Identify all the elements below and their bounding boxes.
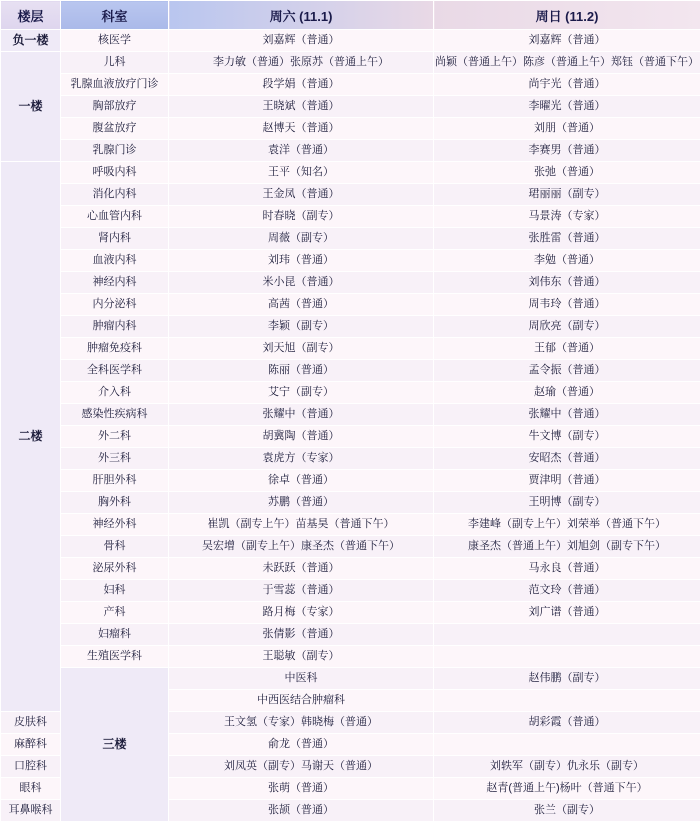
- sunday-doctors: 尚颖（普通上午）陈彦（普通上午）郑钰（普通下午）: [434, 52, 700, 74]
- department-name: 胸外科: [61, 492, 169, 514]
- column-header-saturday: 周六 (11.1): [169, 1, 434, 30]
- saturday-doctors: 赵博天（普通）: [169, 118, 434, 140]
- sunday-doctors: 马永良（普通）: [434, 558, 700, 580]
- saturday-doctors: 刘玮（普通）: [169, 250, 434, 272]
- department-name: 肝胆外科: [61, 470, 169, 492]
- table-row: [1, 602, 700, 624]
- saturday-doctors: 胡冀陶（普通）: [169, 426, 434, 448]
- department-name: 中西医结合肿瘤科: [169, 690, 434, 712]
- sunday-doctors: [434, 624, 700, 646]
- sunday-doctors: 胡彩霞（普通）: [434, 712, 700, 734]
- table-row: [1, 492, 700, 514]
- saturday-doctors: 路月梅（专家）: [169, 602, 434, 624]
- saturday-doctors: [434, 690, 700, 712]
- department-name: 肿瘤内科: [61, 316, 169, 338]
- table-header-row: [1, 1, 700, 30]
- sunday-doctors: [434, 734, 700, 756]
- sunday-doctors: 李建峰（副专上午）刘荣举（普通下午）: [434, 514, 700, 536]
- saturday-doctors: 刘天旭（副专）: [169, 338, 434, 360]
- saturday-doctors: 王金凤（普通）: [169, 184, 434, 206]
- saturday-doctors: 陈丽（普通）: [169, 360, 434, 382]
- table-row: [1, 470, 700, 492]
- saturday-doctors: 赵伟鹏（副专）: [434, 668, 700, 690]
- saturday-doctors: 袁虎方（专家）: [169, 448, 434, 470]
- sunday-doctors: 刘轶军（副专）仇永乐（副专）: [434, 756, 700, 778]
- saturday-doctors: 俞龙（普通）: [169, 734, 434, 756]
- table-row: [1, 624, 700, 646]
- sunday-doctors: [434, 646, 700, 668]
- saturday-doctors: 王聪敏（副专）: [169, 646, 434, 668]
- floor-label: 一楼: [1, 52, 61, 162]
- sunday-doctors: 张胜雷（普通）: [434, 228, 700, 250]
- sunday-doctors: 刘广谱（普通）: [434, 602, 700, 624]
- saturday-doctors: 段学娟（普通）: [169, 74, 434, 96]
- table-row: [1, 646, 700, 668]
- department-name: 内分泌科: [61, 294, 169, 316]
- table-row: [1, 316, 700, 338]
- department-name: 神经外科: [61, 514, 169, 536]
- department-name: 儿科: [61, 52, 169, 74]
- department-name: 皮肤科: [1, 712, 61, 734]
- sunday-doctors: 张耀中（普通）: [434, 404, 700, 426]
- saturday-doctors: 张颉（普通）: [169, 800, 434, 822]
- department-name: 耳鼻喉科: [1, 800, 61, 822]
- column-header-department: 科室: [61, 1, 169, 30]
- department-name: 肾内科: [61, 228, 169, 250]
- department-name: 神经内科: [61, 272, 169, 294]
- saturday-doctors: 高茜（普通）: [169, 294, 434, 316]
- table-row: [1, 140, 700, 162]
- saturday-doctors: 王文氢（专家）韩晓梅（普通）: [169, 712, 434, 734]
- table-row: [1, 536, 700, 558]
- table-row: [1, 96, 700, 118]
- department-name: 口腔科: [1, 756, 61, 778]
- department-name: 腹盆放疗: [61, 118, 169, 140]
- sunday-doctors: 牛文博（副专）: [434, 426, 700, 448]
- table-row: [1, 162, 700, 184]
- saturday-doctors: 王晓斌（普通）: [169, 96, 434, 118]
- department-name: 外三科: [61, 448, 169, 470]
- department-name: 眼科: [1, 778, 61, 800]
- table-body: [1, 30, 700, 822]
- department-name: 乳腺门诊: [61, 140, 169, 162]
- sunday-doctors: 周韦玲（普通）: [434, 294, 700, 316]
- table-row: [1, 404, 700, 426]
- column-header-floor: 楼层: [1, 1, 61, 30]
- table-row: [1, 118, 700, 140]
- sunday-doctors: 张弛（普通）: [434, 162, 700, 184]
- sunday-doctors: 赵青(普通上午)杨叶（普通下午）: [434, 778, 700, 800]
- department-name: 胸部放疗: [61, 96, 169, 118]
- sunday-doctors: 周欣亮（副专）: [434, 316, 700, 338]
- department-name: 介入科: [61, 382, 169, 404]
- sunday-doctors: 珺丽丽（副专）: [434, 184, 700, 206]
- department-name: 消化内科: [61, 184, 169, 206]
- department-name: 乳腺血液放疗门诊: [61, 74, 169, 96]
- table-row: [1, 74, 700, 96]
- saturday-doctors: 徐卓（普通）: [169, 470, 434, 492]
- saturday-doctors: 李力敏（普通）张原苏（普通上午）: [169, 52, 434, 74]
- sunday-doctors: 范文玲（普通）: [434, 580, 700, 602]
- saturday-doctors: 于雪蕊（普通）: [169, 580, 434, 602]
- saturday-doctors: 刘凤英（副专）马谢天（普通）: [169, 756, 434, 778]
- saturday-doctors: 张萌（普通）: [169, 778, 434, 800]
- department-name: 中医科: [169, 668, 434, 690]
- table-row: [1, 294, 700, 316]
- floor-label: 负一楼: [1, 30, 61, 52]
- department-name: 产科: [61, 602, 169, 624]
- saturday-doctors: 李颖（副专）: [169, 316, 434, 338]
- saturday-doctors: 时春晓（副专）: [169, 206, 434, 228]
- department-name: 泌尿外科: [61, 558, 169, 580]
- floor-label: 二楼: [1, 162, 61, 712]
- department-name: 外二科: [61, 426, 169, 448]
- sunday-doctors: 刘伟东（普通）: [434, 272, 700, 294]
- table-row: [1, 52, 700, 74]
- sunday-doctors: 王明博（副专）: [434, 492, 700, 514]
- saturday-doctors: 王平（知名）: [169, 162, 434, 184]
- department-name: 血液内科: [61, 250, 169, 272]
- saturday-doctors: 崔凯（副专上午）苗基昊（普通下午）: [169, 514, 434, 536]
- saturday-doctors: 张耀中（普通）: [169, 404, 434, 426]
- table-row: [1, 580, 700, 602]
- department-name: 妇瘤科: [61, 624, 169, 646]
- saturday-doctors: 米小昆（普通）: [169, 272, 434, 294]
- sunday-doctors: 尚宇光（普通）: [434, 74, 700, 96]
- sunday-doctors: 马景涛（专家）: [434, 206, 700, 228]
- sunday-doctors: 康圣杰（普通上午）刘旭剑（副专下午）: [434, 536, 700, 558]
- saturday-doctors: 张倩影（普通）: [169, 624, 434, 646]
- table-row: [1, 360, 700, 382]
- sunday-doctors: 李赛男（普通）: [434, 140, 700, 162]
- sunday-doctors: 刘朋（普通）: [434, 118, 700, 140]
- saturday-doctors: 艾宁（副专）: [169, 382, 434, 404]
- sunday-doctors: 李勉（普通）: [434, 250, 700, 272]
- table-row: [1, 206, 700, 228]
- table-row: [1, 382, 700, 404]
- table-row: [1, 514, 700, 536]
- saturday-doctors: 袁洋（普通）: [169, 140, 434, 162]
- table-row: [1, 558, 700, 580]
- department-name: 核医学: [61, 30, 169, 52]
- sunday-doctors: 赵瑜（普通）: [434, 382, 700, 404]
- saturday-doctors: 刘嘉辉（普通）: [169, 30, 434, 52]
- table-row: [1, 272, 700, 294]
- sunday-doctors: 刘嘉辉（普通）: [434, 30, 700, 52]
- department-name: 呼吸内科: [61, 162, 169, 184]
- department-name: 感染性疾病科: [61, 404, 169, 426]
- sunday-doctors: 李曜光（普通）: [434, 96, 700, 118]
- department-name: 骨科: [61, 536, 169, 558]
- table-row: [1, 228, 700, 250]
- department-name: 全科医学科: [61, 360, 169, 382]
- saturday-doctors: 周薇（副专）: [169, 228, 434, 250]
- table-row: [1, 426, 700, 448]
- saturday-doctors: 苏鹏（普通）: [169, 492, 434, 514]
- table-row: [1, 338, 700, 360]
- sunday-doctors: 贾津明（普通）: [434, 470, 700, 492]
- saturday-doctors: 未跃跃（普通）: [169, 558, 434, 580]
- department-name: 生殖医学科: [61, 646, 169, 668]
- table-row: [1, 448, 700, 470]
- column-header-sunday: 周日 (11.2): [434, 1, 700, 30]
- sunday-doctors: 张兰（副专）: [434, 800, 700, 822]
- department-name: 麻醉科: [1, 734, 61, 756]
- table-row: [1, 184, 700, 206]
- table-row: [1, 668, 700, 690]
- table-row: [1, 250, 700, 272]
- table-row: [1, 30, 700, 52]
- sunday-doctors: 孟令振（普通）: [434, 360, 700, 382]
- sunday-doctors: 王郁（普通）: [434, 338, 700, 360]
- sunday-doctors: 安昭杰（普通）: [434, 448, 700, 470]
- department-name: 妇科: [61, 580, 169, 602]
- department-name: 肿瘤免疫科: [61, 338, 169, 360]
- department-name: 心血管内科: [61, 206, 169, 228]
- floor-label: 三楼: [61, 668, 169, 822]
- saturday-doctors: 吴宏增（副专上午）康圣杰（普通下午）: [169, 536, 434, 558]
